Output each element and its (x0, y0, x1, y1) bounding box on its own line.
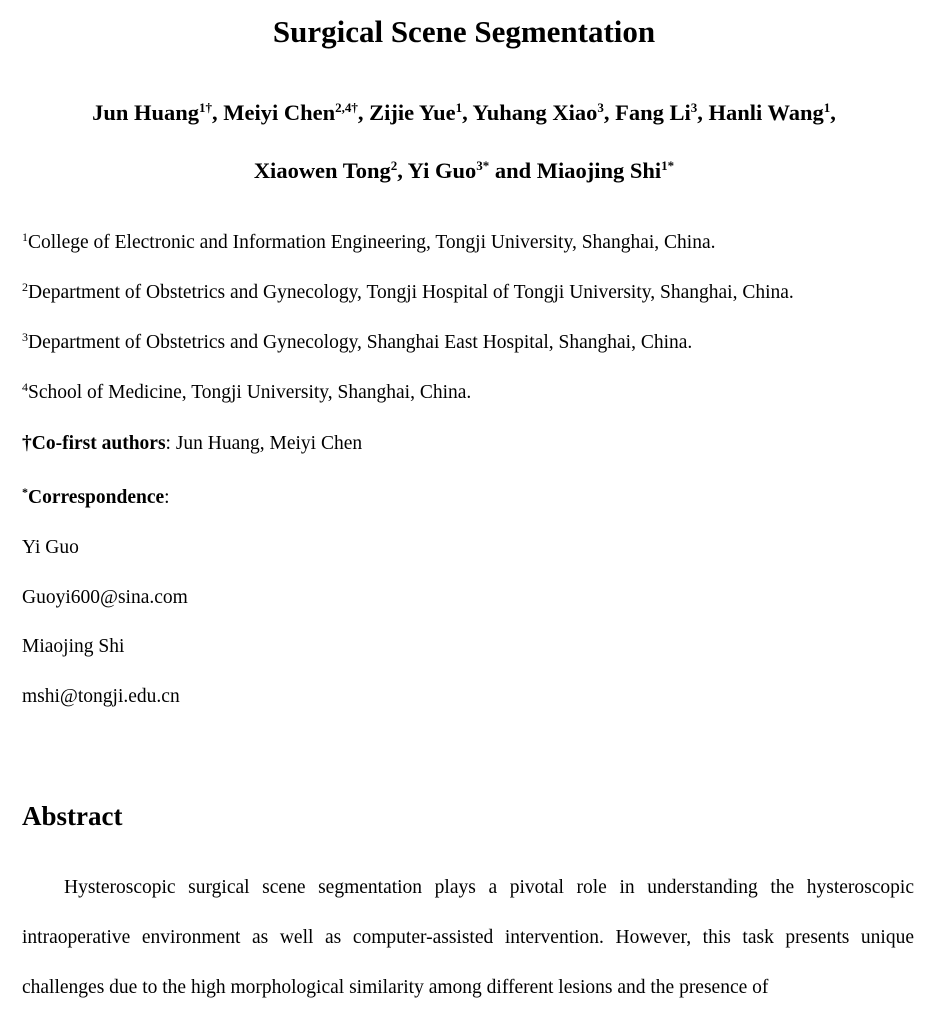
affiliation-mark: 3 (22, 330, 28, 344)
author-separator: , (603, 100, 616, 125)
author-name: Hanli Wang (708, 100, 824, 125)
correspondence-label: Correspondence (28, 487, 165, 508)
dagger-symbol: † (22, 433, 32, 454)
co-first-text: : Jun Huang, Meiyi Chen (165, 433, 363, 454)
author-name: Meiyi Chen (223, 100, 336, 125)
author-affiliation-mark: 3* (476, 158, 490, 173)
affiliation-item (22, 380, 471, 406)
author-name: Yi Guo (407, 158, 477, 183)
author-affiliation-mark: 1* (661, 158, 675, 173)
author-separator: , (212, 100, 224, 125)
author-affiliation-mark: 2,4† (335, 100, 358, 115)
author-list-line-2 (0, 156, 928, 186)
affiliation-item (22, 280, 794, 306)
author-name: Miaojing Shi (536, 158, 662, 183)
affiliation-text: Department of Obstetrics and Gynecology, Tongji Hospital of Tongji University, Shanghai, China. (28, 282, 794, 303)
co-first-authors-note (22, 431, 362, 457)
affiliation-mark: 4 (22, 380, 28, 394)
author-separator: , (697, 100, 709, 125)
affiliation-text: School of Medicine, Tongji University, Shanghai, China. (28, 382, 472, 403)
author-name: Xiaowen Tong (253, 158, 391, 183)
correspondence-contact-email[interactable]: mshi@tongji.edu.cn (22, 686, 180, 707)
abstract-heading: Abstract (22, 801, 123, 831)
author-separator: , (397, 158, 408, 183)
affiliation-text: Department of Obstetrics and Gynecology, Shanghai East Hospital, Shanghai, China. (28, 332, 693, 353)
co-first-label: Co-first authors (31, 433, 166, 454)
affiliation-mark: 1 (22, 230, 28, 244)
abstract-body: Hysteroscopic surgical scene segmentation plays a pivotal role in understanding the hysteroscopic intraoperative environment as well as computer-assisted intervention. However, this task presents unique challenges due to the high morphological similarity among different lesions and the presence of (22, 877, 914, 998)
author-affiliation-mark: 3 (690, 100, 698, 115)
author-affiliation-mark: 1 (823, 100, 831, 115)
correspondence-suffix: : (164, 487, 170, 508)
author-list-line-1 (0, 98, 928, 128)
correspondence-contact-name: Miaojing Shi (22, 636, 125, 657)
correspondence-contact-name: Yi Guo (22, 537, 79, 558)
correspondence-heading (22, 485, 170, 511)
author-name: Fang Li (615, 100, 691, 125)
affiliation-item (22, 330, 692, 356)
author-affiliation-mark: 3 (597, 100, 604, 115)
author-separator: , (357, 100, 370, 125)
author-affiliation-mark: 1 (455, 100, 463, 115)
author-name: Zijie Yue (369, 100, 456, 125)
affiliation-mark: 2 (22, 280, 28, 294)
affiliation-text: College of Electronic and Information Engineering, Tongji University, Shanghai, China. (28, 232, 716, 253)
author-name: Jun Huang (92, 100, 199, 125)
asterisk-symbol: * (22, 485, 28, 499)
author-separator: , (830, 100, 836, 125)
author-affiliation-mark: 1† (199, 100, 212, 115)
author-separator: , (462, 100, 473, 125)
paper-title: Surgical Scene Segmentation (272, 14, 656, 49)
author-affiliation-mark: 2 (390, 158, 398, 173)
author-name: Yuhang Xiao (472, 100, 598, 125)
affiliation-item (22, 230, 715, 256)
author-final-separator: and (489, 158, 537, 183)
correspondence-contact-email[interactable]: Guoyi600@sina.com (22, 587, 188, 608)
